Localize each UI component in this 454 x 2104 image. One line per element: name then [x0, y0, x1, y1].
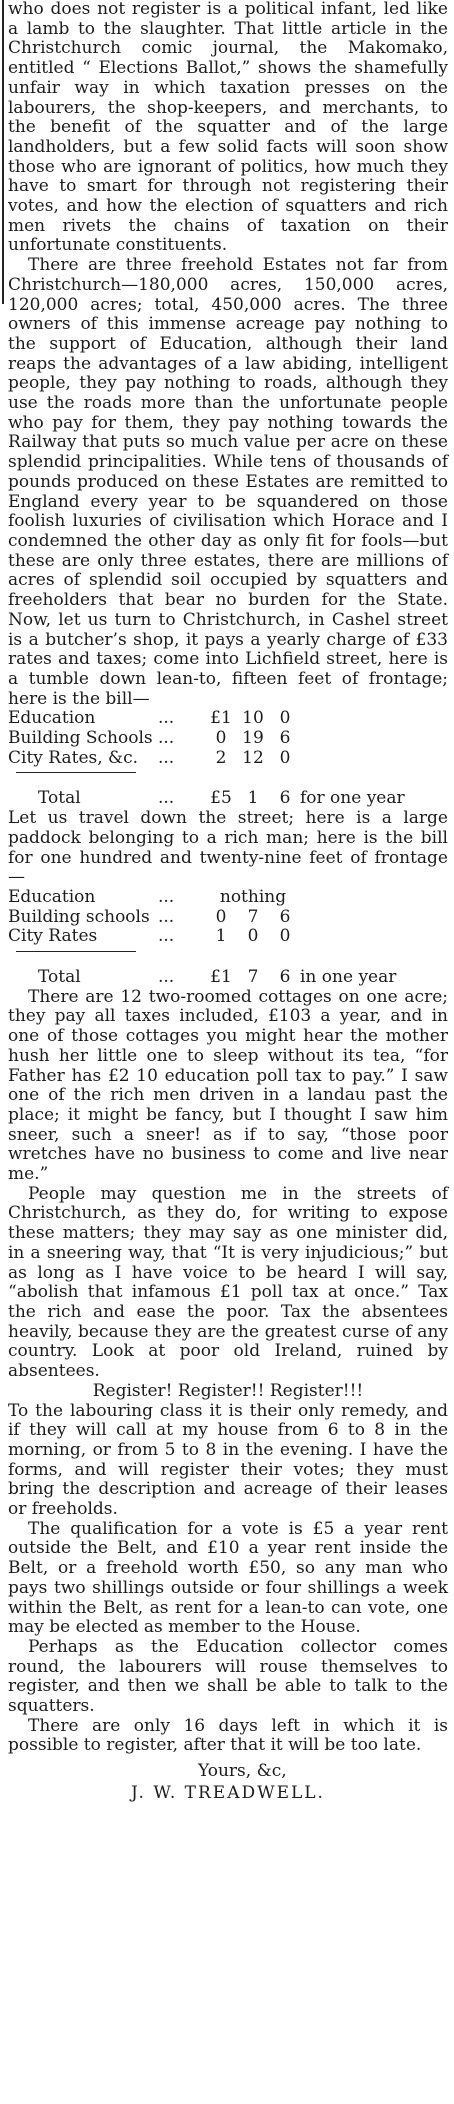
paragraph-4: There are 12 two-roomed cottages on one acre; they pay all taxes included, £103 a year, and in one of those cottages you might hear the mother hush her little one to sleep without its tea, “for Father has £2 10 education poll tax to pay.” I saw one of the rich men driven in a landau past the place; it might be fancy, but I thought I saw him sneer, such a sneer! as if to say, “those poor wretches have no business to come and live near me.” [8, 986, 448, 1185]
paragraph-9: There are only 16 days left in which it is possible to register, after that it will be too late. [8, 1715, 448, 1756]
bill-dots: ... [158, 728, 175, 749]
bill-pence: 6 [279, 728, 291, 749]
bill-item: City Rates, &c. [8, 747, 139, 768]
bill-dots: ... [158, 906, 175, 927]
closing-salutation: Yours, &c, [198, 1761, 287, 1782]
bill-row [8, 749, 448, 769]
total-pence: 6 [279, 788, 291, 809]
sum-rule [16, 951, 136, 952]
bill-lean-to [8, 709, 448, 809]
bill-row [8, 729, 448, 749]
bill-pence: 0 [279, 926, 291, 947]
column-rule [2, 0, 4, 304]
bill-pence: 0 [279, 708, 291, 729]
total-shillings: 7 [247, 967, 259, 988]
bill-row [8, 888, 448, 908]
bill-item: Education [8, 886, 96, 907]
bill-pounds: £1 [210, 708, 232, 729]
bill-row [8, 908, 448, 928]
bill-total [8, 789, 448, 809]
bill-shillings: 7 [247, 906, 259, 927]
bill-row [8, 709, 448, 729]
total-pence: 6 [279, 967, 291, 988]
total-note: in one year [300, 967, 397, 988]
bill-item: Education [8, 708, 96, 729]
paragraph-6: To the labouring class it is their only remedy, and if they will call at my house from 6 to 8 in the morning, or from 5 to 8 in the evening. I have the forms, and will register their votes; they must bring the description and acreage of their leases or freeholds. [8, 1400, 448, 1520]
signature: J. W. TREADWELL. [131, 1782, 325, 1803]
paragraph-7: The qualification for a vote is £5 a year rent outside the Belt, and £10 a year rent inside the Belt, or a freehold worth £50, so any man who pays two shillings outside or four shillings a week within the Belt, as rent for a lean-to can vote, one may be elected as member to the House. [8, 1518, 448, 1638]
total-shillings: 1 [247, 788, 259, 809]
bill-dots: ... [158, 708, 175, 729]
bill-word: nothing [219, 886, 287, 907]
total-label: Total [38, 788, 81, 809]
bill-pence: 6 [279, 906, 291, 927]
bill-shillings: 0 [247, 926, 259, 947]
sum-rule [16, 772, 136, 773]
total-pounds: £5 [210, 788, 232, 809]
bill-shillings: 10 [242, 708, 264, 729]
bill-paddock [8, 888, 448, 988]
bill-item: Building schools [8, 906, 150, 927]
bill-pounds: 0 [215, 906, 227, 927]
bill-total [8, 968, 448, 988]
bill-pence: 0 [279, 747, 291, 768]
paragraph-2: There are three freehold Estates not far from Christchurch—180,000 acres, 150,000 acres, 120,000 acres; total, 450,000 acres. The three owners of this immense acreage pay nothing to the support of Education, although their land reaps the advantages of a law abiding, intelligent people, they pay nothing to roads, although they use the roads more than the unfortunate people who pay for them, they pay nothing towards the Railway that puts so much value per acre on these splendid principalities. While tens of thousands of pounds produced on these Estates are remitted to England every year to be squandered on those foolish luxuries of civilisation which Horace and I condemned the other day as only fit for fools—but these are only three estates, there are millions of acres of splendid soil occupied by squatters and freeholders that bear no burden for the State. Now, let us turn to Christchurch, in Cashel street is a butcher’s shop, it pays a yearly charge of £33 rates and taxes; come into Lichfield street, here is a tumble down lean-to, fifteen feet of frontage; here is the bill— [8, 255, 448, 709]
bill-dots: ... [158, 886, 175, 907]
bill-shillings: 19 [242, 728, 264, 749]
bill-pounds: 1 [215, 926, 227, 947]
paragraph-5: People may question me in the streets of Christchurch, as they do, for writing to expose these matters; they may say as one minister did, in a sneering way, that “It is very injudicious;” but as long as I have voice to be heard I will say, “abolish that infamous £1 poll tax at once.” Tax the rich and ease the poor. Tax the absentees heavily, because they are the greatest curse of any country. Look at poor old Ireland, ruined by absentees. [8, 1183, 448, 1382]
paragraph-8: Perhaps as the Education collector comes round, the labourers will rouse themselves to register, and then we shall be able to talk to the squatters. [8, 1636, 448, 1717]
bill-shillings: 12 [242, 747, 264, 768]
total-note: for one year [300, 788, 405, 809]
bill-pounds: 2 [215, 747, 227, 768]
bill-item: City Rates [8, 926, 98, 947]
paragraph-3: Let us travel down the street; here is a large paddock belonging to a rich man; here is the bill for one hundred and twenty-nine feet of frontage— [8, 808, 448, 888]
total-label: Total [38, 967, 81, 988]
total-pounds: £1 [210, 967, 232, 988]
bill-pounds: 0 [215, 728, 227, 749]
bill-dots: ... [158, 926, 175, 947]
bill-dots: ... [158, 747, 175, 768]
register-cry: Register! Register!! Register!!! [92, 1380, 364, 1401]
bill-item: Building Schools [8, 728, 153, 749]
bill-row [8, 927, 448, 947]
total-dots: ... [158, 967, 175, 988]
paragraph-1: who does not register is a political infant, led like a lamb to the slaughter. That little article in the Christchurch comic journal, the Makomako, entitled “ Elections Ballot,” shows the shamefully unfair way in which taxation presses on the labourers, the shop-keepers, and merchants, to the benefit of the squatter and of the large landholders, but a few solid facts will soon show those who are ignorant of politics, how much they have to smart for through not registering their votes, and how the election of squatters and rich men rivets the chains of taxation on their unfortunate constituents. [8, 0, 448, 256]
total-dots: ... [158, 788, 175, 809]
